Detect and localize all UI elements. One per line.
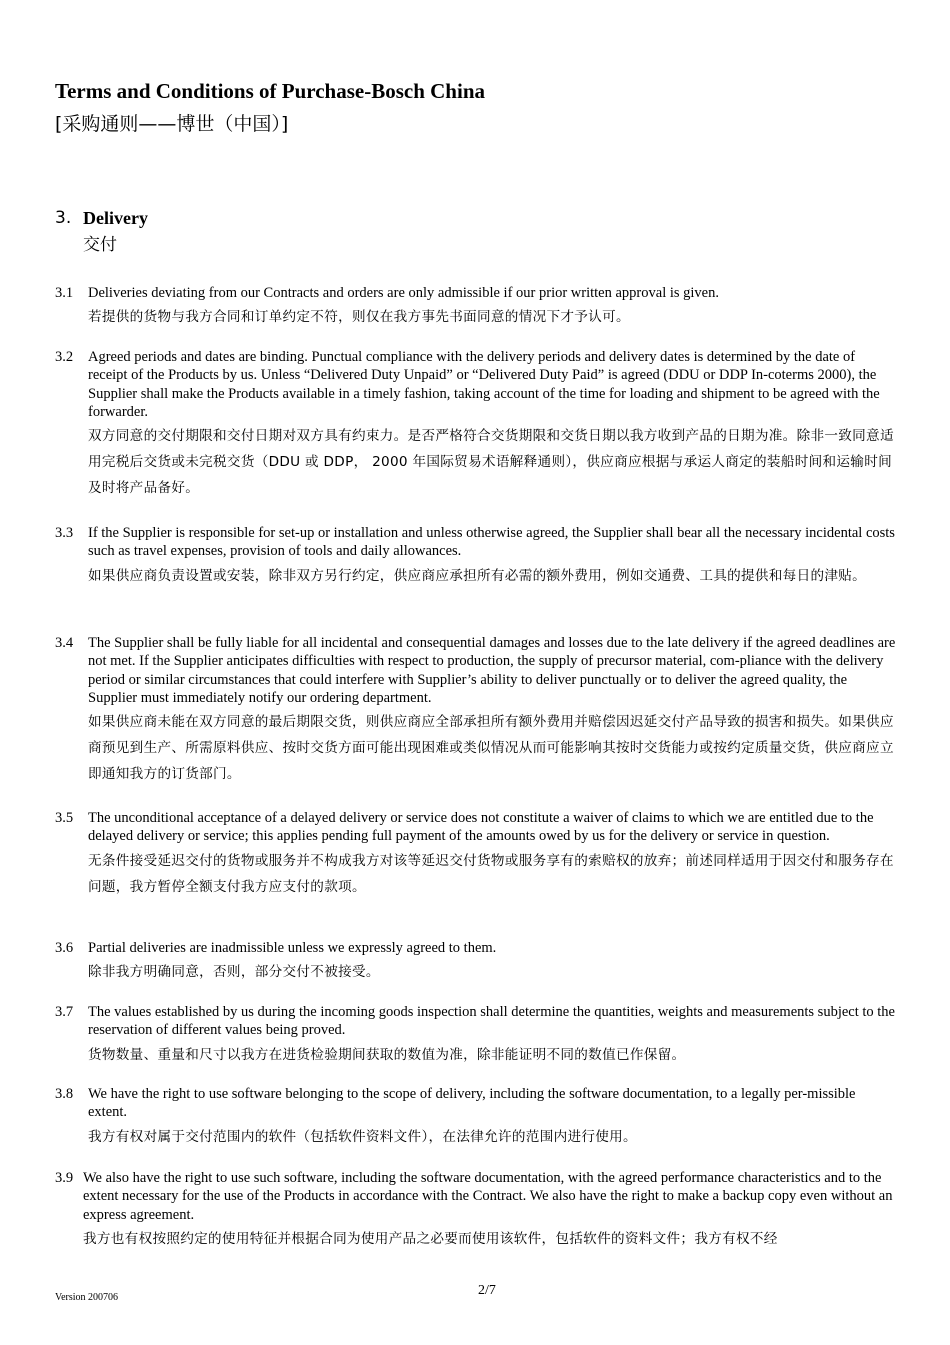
clause-text-chinese: 如果供应商负责设置或安装，除非双方另行约定，供应商应承担所有必需的额外费用，例如交通费、工具的提供和每日的津贴。	[88, 567, 867, 584]
clause-body	[88, 348, 898, 501]
document-title-chinese: [采购通则——博世（中国）]	[55, 113, 289, 135]
clause-body	[88, 809, 898, 900]
clause-number: 3.9	[55, 1170, 74, 1186]
clause-number: 3.8	[55, 1086, 74, 1102]
clause-body	[88, 1003, 898, 1068]
section-title-chinese: 交付	[83, 235, 117, 255]
clause-number: 3.5	[55, 810, 74, 826]
clause-body	[88, 634, 898, 787]
clause-number: 3.1	[55, 285, 74, 301]
section-number: 3.	[55, 208, 72, 228]
document-title: Terms and Conditions of Purchase-Bosch China	[55, 79, 485, 103]
clause-text-english: We also have the right to use such software, including the software documentation, with the agreed performance characteristics and to the extent necessary for the use of the Products in accordance with the Contract. We also have the right to make a backup copy even without an express agreement.	[83, 1170, 893, 1223]
clause-text-chinese: 货物数量、重量和尺寸以我方在进货检验期间获取的数值为准，除非能证明不同的数值已作保留。	[88, 1046, 686, 1063]
clause-body	[88, 524, 898, 589]
page-number: 2/7	[478, 1283, 496, 1298]
clause-text-chinese: 我方也有权按照约定的使用特征并根据合同为使用产品之必要而使用该软件，包括软件的资料文件；我方有权不经	[83, 1230, 778, 1247]
clause-text-english: The Supplier shall be fully liable for all incidental and consequential damages and losses due to the late delivery if the agreed deadlines are not met. If the Supplier anticipates difficulties with respect to production, the supply of precursor material, com-pliance with the delivery period or similar circumstances that could interfere with Supplier’s ability to deliver punctually or to deliver the agreed quality, the Supplier must immediately notify our ordering department.	[88, 635, 896, 706]
clause-text-chinese: 若提供的货物与我方合同和订单约定不符，则仅在我方事先书面同意的情况下才予认可。	[88, 309, 630, 326]
clause-text-chinese: 如果供应商未能在双方同意的最后期限交货，则供应商应全部承担所有额外费用并赔偿因迟延交付产品导致的损害和损失。如果供应商预见到生产、所需原料供应、按时交货方面可能出现困难或类似情况从而可能影响其按时交货能力或按约定质量交货，供应商应立即通知我方的订货部门。	[88, 714, 894, 783]
clause-text-english: The unconditional acceptance of a delayed delivery or service does not constitute a waiver of claims to which we are entitled due to the delayed delivery or service; this applies pending full payment of the amounts owed by us for the delivery or service in question.	[88, 810, 874, 845]
clause-text-chinese: 除非我方明确同意，否则，部分交付不被接受。	[88, 964, 380, 981]
version-label: Version 200706	[55, 1292, 119, 1303]
clause-number: 3.2	[55, 349, 74, 365]
clause-text-english: Partial deliveries are inadmissible unless we expressly agreed to them.	[88, 940, 497, 956]
clause-text-english: If the Supplier is responsible for set-up or installation and unless otherwise agreed, the Supplier shall bear all the necessary incidental costs such as travel expenses, provision of tools and daily allowances.	[88, 525, 895, 560]
clause-text-chinese: 无条件接受延迟交付的货物或服务并不构成我方对该等延迟交付货物或服务享有的索赔权的放弃；前述同样适用于因交付和服务存在问题，我方暂停全额支付我方应支付的款项。	[88, 852, 894, 895]
clause-body	[88, 284, 898, 330]
clause-number: 3.7	[55, 1004, 74, 1020]
clause-text-english: Agreed periods and dates are binding. Punctual compliance with the delivery periods and delivery dates is determined by the date of receipt of the Products by us. Unless “Delivered Duty Unpaid” or “Delivered Duty Paid” is agreed (DDU or DDP In-coterms 2000), the Supplier shall make the Products available in a timely fashion, taking account of the time for loading and shipment to be agreed with the forwarder.	[88, 349, 880, 420]
clause-body	[88, 1085, 898, 1150]
clause-number: 3.4	[55, 635, 74, 651]
clause-number: 3.6	[55, 940, 74, 956]
clause-body	[83, 1169, 899, 1252]
clause-text-english: The values established by us during the incoming goods inspection shall determine the quantities, weights and measurements subject to the reservation of different values being proved.	[88, 1004, 895, 1039]
clause-text-english: We have the right to use software belonging to the scope of delivery, including the software documentation, to a legally per-missible extent.	[88, 1086, 856, 1121]
section-title: Delivery	[83, 208, 148, 228]
clause-text-english: Deliveries deviating from our Contracts and orders are only admissible if our prior written approval is given.	[88, 285, 719, 301]
clause-number: 3.3	[55, 525, 74, 541]
clause-text-chinese: 双方同意的交付期限和交付日期对双方具有约束力。是否严格符合交货期限和交货日期以我方收到产品的日期为准。除非一致同意适用完税后交货或未完税交货（DDU 或 DDP， 2000 年国际贸易术语解释通则），供应商应根据与承运人商定的装船时间和运输时间及时将产品备好。	[88, 428, 894, 497]
clause-text-chinese: 我方有权对属于交付范围内的软件（包括软件资料文件），在法律允许的范围内进行使用。	[88, 1128, 637, 1145]
clause-body	[88, 939, 898, 985]
